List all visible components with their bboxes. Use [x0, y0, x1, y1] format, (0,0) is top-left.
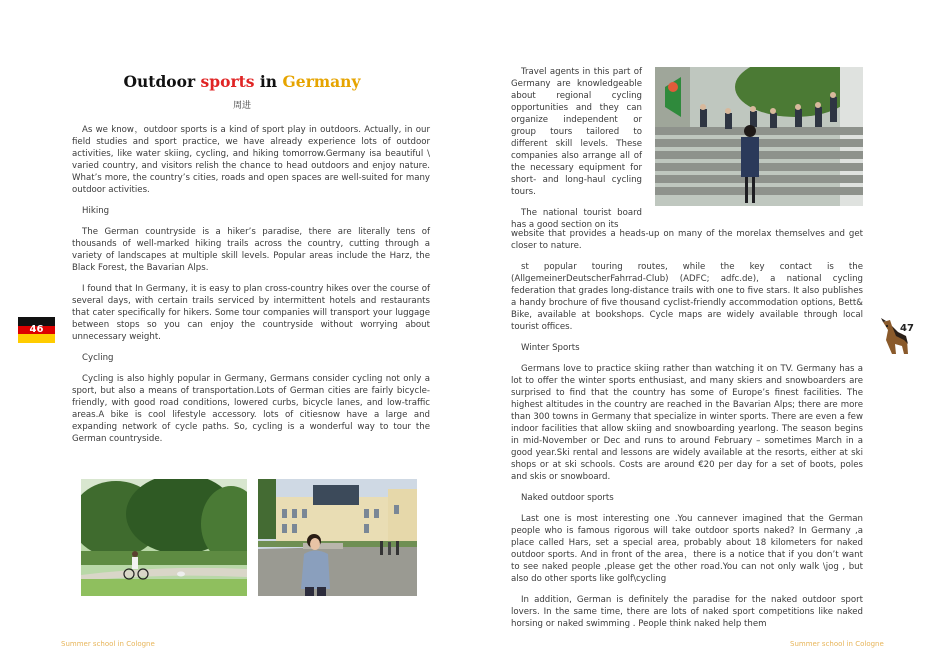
author-name: 周进 [232, 101, 251, 111]
tourist-board-paragraph-cont: website that provides a heads-up on many of the morelax themselves and get closer to nature. [511, 229, 863, 251]
right-column-top [511, 66, 642, 231]
intro-paragraph: As we know，outdoor sports is a kind of sport play in outdoors. Actually, in our field studies and sport practice, we have already experience lots of outdoor activities, like water skiing, cycling, and hiking tomorrow.Germany isa beautiful \ varied country, and visitors relish the chance to head outdoors and enjoy nature. What’s more, the country’s cities, roads and open spaces are well-suited for many outdoor activities. [72, 125, 430, 195]
hiking-heading: Hiking [82, 206, 110, 216]
naked-sports-heading: Naked outdoor sports [521, 493, 614, 503]
page-number-right: 47 [900, 323, 914, 334]
winter-sports-heading: Winter Sports [521, 343, 580, 353]
hiking-paragraph-2: I found that In Germany, it is easy to plan cross-country hikes over the course of several days, with certain trails serviced by intermittent hotels and restaurants that cater specifically for hikers. Some tour companies will transport your luggage between stops so you can enjoy the countryside without worrying about unnecessary weight. [72, 284, 430, 342]
naked-sports-paragraph-1: Last one is most interesting one .You cannever imagined that the German people who is famous rigorous will take outdoor sports naked? In Germany ,a place called Hars, set a special area, probably about 18 kilometers for naked outdoor sports. And in front of the area，there is a notice that if you don’t want to see naked people ,please get the other road.You can not only walk \jog , but also do other sports like golf\cycling [511, 514, 863, 584]
routes-paragraph: st popular touring routes, while the key contact is the (AllgemeinerDeutscherFahrrad-Club) (ADFC; adfc.de), a national cycling federation that grades long-distance trails with one to five stars. It also publishes a handy brochure of five thousand cyclist-friendly accommodation options, Bett& Bike, available at bookshops. Cycle maps are widely available through local tourist offices. [511, 262, 863, 332]
naked-sports-paragraph-2: In addition, German is definitely the paradise for the naked outdoor sport lovers. In the same time, there are lots of naked sport competitions like naked horsing or naked swimming . People think naked help them [511, 595, 863, 629]
page-number-left: 46 [29, 324, 44, 335]
travel-agents-paragraph: Travel agents in this part of Germany are knowledgeable about regional cycling opportunities and they can organize independent or group tours tailored to different skill levels. These companies also arrange all of the necessary equipment for short- and long-haul cycling tours. [511, 67, 642, 197]
cycling-paragraph: Cycling is also highly popular in Germany, Germans consider cycling not only a sport, but also a means of transportation.Lots of German cities are fairly bicycle-friendly, with good road conditions, lowered curbs, bicycle lanes, and low-traffic areas.A bike is cool lifestyle accessory. lots of citiesnow have a large and expanding network of cycle paths. So, cycling is a wonderful way to tour the German countryside. [72, 374, 430, 444]
hiking-paragraph-1: The German countryside is a hiker’s paradise, there are literally tens of thousands of well-marked hiking trails across the country, cutting through a variety of landscapes at multiple skill levels. Popular areas include the Harz, the Black Forest, the Bavarian Alps. [72, 227, 430, 273]
cycling-heading: Cycling [82, 353, 114, 363]
left-column [72, 124, 430, 445]
winter-sports-paragraph: Germans love to practice skiing rather than watching it on TV. Germany has a lot to offer the winter sports enthusiast, and many skiers and snowboarders are surprised to find that the country has some of Europe’s finest facilities. The highest altitudes in the country are reached in the Bavarian Alps; there are more than 300 towns in Germany that specialize in winter sports. There are even a few indoor facilities that allow skiing and snowboarding yearlong. The season begins in mid-November or Dec and runs to around February – sometimes March in a good year.Ski rental and lessons are widely available at the resorts, either at ski shops or at ski schools. Costs are around €20 per day for a set of boots, poles and skis or snowboard. [511, 364, 863, 482]
article-title: Outdoor sports in Germany [123, 72, 361, 91]
photo-cyclist-path [81, 479, 247, 596]
right-column-main [511, 228, 863, 630]
photo-stairs-students [655, 67, 863, 206]
footer-left: Summer school in Cologne [61, 640, 155, 648]
photo-palace-girl [258, 479, 417, 596]
tourist-board-paragraph-start: The national tourist board has a good section on its [511, 208, 642, 230]
footer-right: Summer school in Cologne [790, 640, 884, 648]
